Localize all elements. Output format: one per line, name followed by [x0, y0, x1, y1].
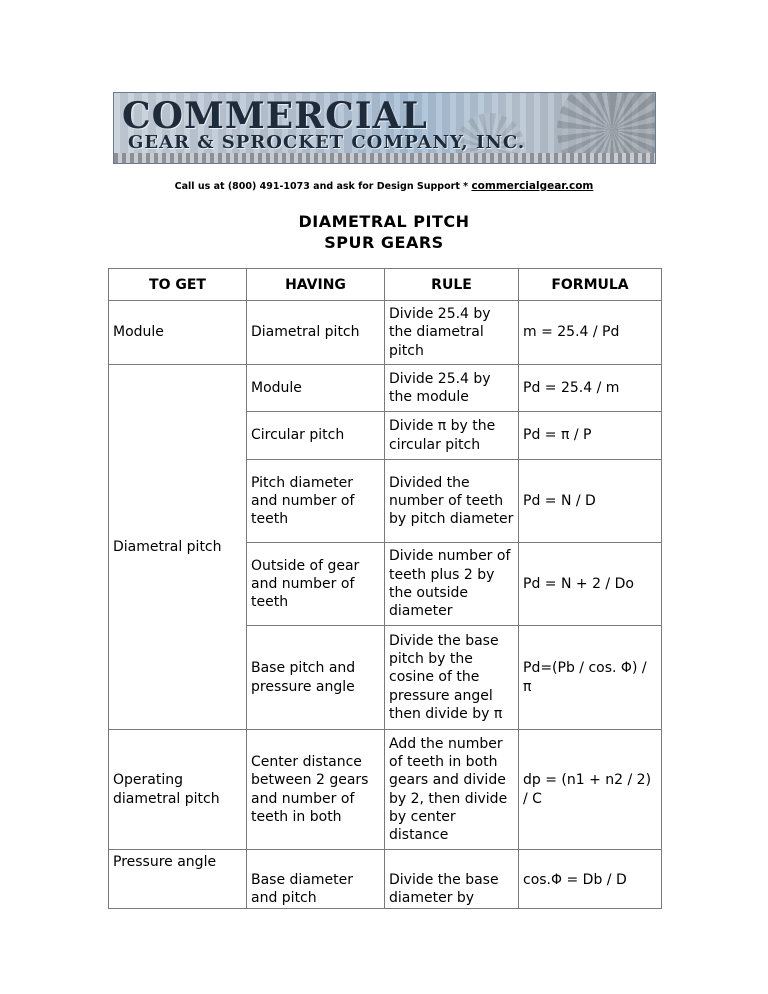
page-title [0, 211, 768, 253]
cell-to-get: Pressure angle [109, 850, 247, 909]
logo-company-name: COMMERCIAL [122, 95, 428, 137]
cell-formula: m = 25.4 / Pd [519, 301, 662, 365]
cell-formula: Pd = 25.4 / m [519, 365, 662, 412]
cell-rule: Divide π by the circular pitch [385, 412, 519, 460]
cell-formula: Pd = N + 2 / Do [519, 543, 662, 626]
cell-having: Outside of gear and number of teeth [247, 543, 385, 626]
cell-to-get: Operating diametral pitch [109, 730, 247, 850]
column-header-having: HAVING [247, 269, 385, 301]
cell-having: Pitch diameter and number of teeth [247, 460, 385, 543]
cell-having: Diametral pitch [247, 301, 385, 365]
cell-having: Circular pitch [247, 412, 385, 460]
cell-formula: Pd = π / P [519, 412, 662, 460]
cell-formula: cos.Φ = Db / D [519, 850, 662, 909]
title-line-2: SPUR GEARS [324, 233, 444, 252]
contact-line [0, 180, 768, 192]
column-header-to-get: TO GET [109, 269, 247, 301]
logo-company-subtitle: GEAR & SPROCKET COMPANY, INC. [128, 132, 526, 153]
cell-having: Base pitch and pressure angle [247, 626, 385, 730]
table-row [109, 730, 662, 850]
cell-rule: Divide 25.4 by the diametral pitch [385, 301, 519, 365]
column-header-rule: RULE [385, 269, 519, 301]
cell-formula: Pd=(Pb / cos. Φ) / π [519, 626, 662, 730]
table-header-row [109, 269, 662, 301]
table-row [109, 365, 662, 412]
formula-table [108, 268, 662, 909]
cell-rule: Divide 25.4 by the module [385, 365, 519, 412]
cell-to-get: Module [109, 301, 247, 365]
cell-formula: dp = (n1 + n2 / 2) / C [519, 730, 662, 850]
table-row [109, 850, 662, 909]
title-line-1: DIAMETRAL PITCH [298, 212, 470, 231]
column-header-formula: FORMULA [519, 269, 662, 301]
cell-having: Base diameter and pitch [247, 850, 385, 909]
website-link[interactable]: commercialgear.com [471, 180, 594, 192]
cell-rule: Add the number of teeth in both gears and divide by 2, then divide by center distance [385, 730, 519, 850]
cell-rule: Divide the base diameter by [385, 850, 519, 909]
cell-having: Module [247, 365, 385, 412]
cell-formula: Pd = N / D [519, 460, 662, 543]
contact-text: Call us at (800) 491-1073 and ask for Design Support * [174, 181, 472, 192]
table-row [109, 301, 662, 365]
company-logo-banner [113, 92, 656, 164]
cell-rule: Divide number of teeth plus 2 by the outside diameter [385, 543, 519, 626]
cell-rule: Divided the number of teeth by pitch diameter [385, 460, 519, 543]
cell-to-get: Diametral pitch [109, 365, 247, 730]
cell-having: Center distance between 2 gears and number of teeth in both [247, 730, 385, 850]
sprocket-chain-image [114, 153, 655, 163]
cell-rule: Divide the base pitch by the cosine of the pressure angel then divide by π [385, 626, 519, 730]
